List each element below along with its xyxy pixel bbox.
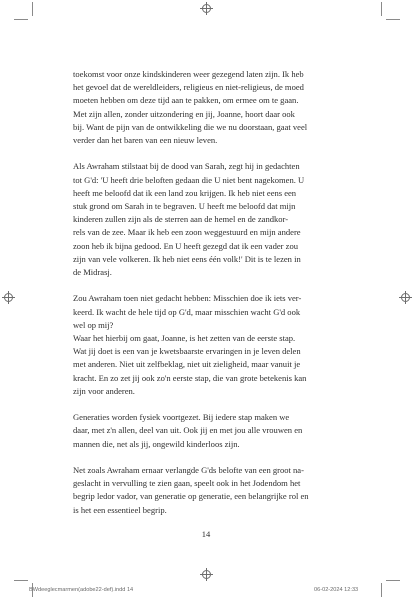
registration-mark-top-icon (202, 4, 211, 13)
text-line: kinderen zullen zijn als de sterren aan de hemel en de zandkor- (73, 214, 289, 225)
page-number: 14 (201, 529, 211, 539)
body-text (73, 68, 339, 517)
footer-file-name: BWdeeglecmarmen(adobe22-def).indd 14 (29, 587, 134, 593)
text-line: tot G'd: 'U heeft drie beloften gedaan die U niet bent nagekomen. U (73, 174, 305, 185)
paragraph (73, 411, 339, 451)
crop-mark-icon (32, 2, 33, 16)
text-line: de Midrasj. (73, 267, 112, 278)
crop-mark-icon (386, 580, 400, 581)
text-line: is het een essentieel begrip. (73, 504, 167, 515)
text-line: kracht. En zo zet jij ook zo'n eerste stap, die van grote betekenis kan (73, 372, 307, 383)
registration-mark-right-icon (401, 293, 410, 302)
text-line: Wat jij doet is een van je kwetsbaarste ervaringen in je leven delen (73, 346, 301, 357)
text-line: moeten hebben om deze tijd aan te pakken, om ermee om te gaan. (73, 95, 299, 106)
paragraph (73, 292, 339, 398)
text-line: geslacht in vervulling te zien gaan, speelt ook in het Jodendom het (73, 478, 301, 489)
text-line: zijn van vele volkeren. Ik heb niet eens één volk!' Dit is te lezen in (73, 253, 301, 264)
text-line: mannen die, net als jij, ongewild kinderloos zijn. (73, 438, 240, 449)
registration-mark-bottom-icon (202, 570, 211, 579)
paragraph (73, 160, 339, 279)
text-line: Als Awraham stilstaat bij de dood van Sarah, zegt hij in gedachten (73, 161, 300, 172)
text-line: Net zoals Awraham ernaar verlangde G'ds belofte van een groot na- (73, 465, 304, 476)
text-line: Met zijn allen, zonder uitzondering en jij, Joanne, hoort daar ook (73, 108, 295, 119)
text-line: het gevoel dat de wereldleiders, religieus en niet-religieus, de moed (73, 82, 304, 93)
text-line: begrip ledor vador, van generatie op generatie, een belangrijke rol en (73, 491, 309, 502)
text-line: keerd. Ik wacht de hele tijd op G'd, maar misschien wacht G'd ook (73, 306, 301, 317)
crop-mark-icon (381, 2, 382, 16)
footer-timestamp: 06-02-2024 12:33 (314, 587, 359, 593)
text-line: Zou Awraham toen niet gedacht hebben: Misschien doe ik iets ver- (73, 293, 302, 304)
text-line: zijn voor anderen. (73, 385, 135, 396)
text-line: stuk grond om Sarah in te begraven. U heeft me beloofd dat mijn (73, 201, 296, 212)
crop-mark-icon (14, 19, 28, 20)
text-line: wel op mij? (73, 319, 114, 330)
text-line: toekomst voor onze kindskinderen weer gezegend laten zijn. Ik heb (73, 69, 304, 79)
paragraph (73, 464, 339, 517)
text-line: Waar het hierbij om gaat, Joanne, is het zetten van de eerste stap. (73, 333, 296, 344)
text-line: met anderen. Niet uit zelfbeklag, niet uit zieligheid, maar vanuit je (73, 359, 301, 370)
paragraph (73, 68, 339, 147)
text-line: Generaties worden fysiek voortgezet. Bij iedere stap maken we (73, 412, 290, 423)
crop-mark-icon (386, 19, 400, 20)
crop-mark-icon (381, 583, 382, 597)
text-line: daar, met z'n allen, deel van uit. Ook jij en met jou alle vrouwen en (73, 425, 303, 436)
text-line: verder dan het baren van een nieuw leven. (73, 135, 218, 146)
crop-mark-icon (14, 580, 28, 581)
text-line: heeft me beloofd dat ik een land zou krijgen. Ik heb niet eens een (73, 187, 297, 198)
text-line: rels van de zee. Maar ik heb een zoon weggestuurd en mijn andere (73, 227, 301, 238)
text-line: zoon heb ik bijna gedood. En U heeft gezegd dat ik een vader zou (73, 240, 298, 251)
registration-mark-left-icon (4, 293, 13, 302)
text-line: bij. Want de pijn van de ontwikkeling die we nu doorstaan, gaat veel (73, 121, 308, 132)
